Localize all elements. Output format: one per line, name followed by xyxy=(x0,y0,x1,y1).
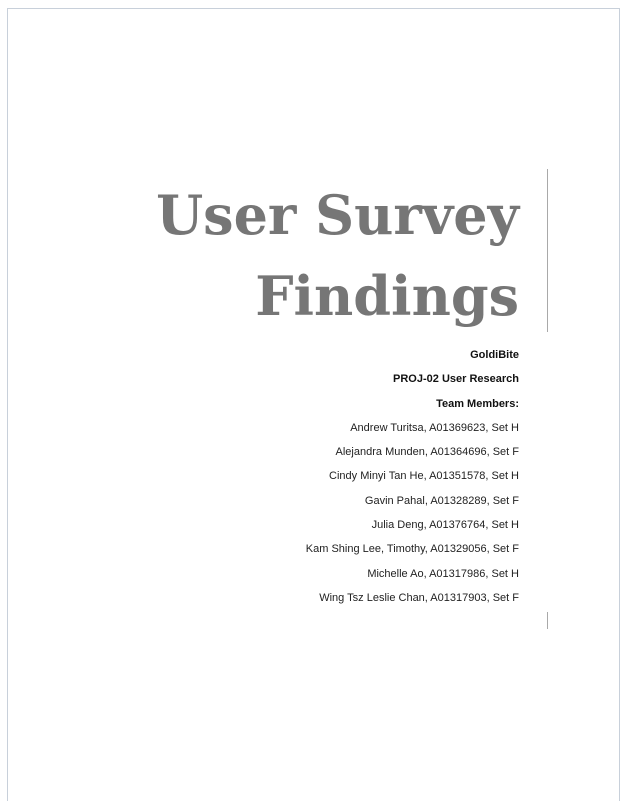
info-vertical-rule xyxy=(547,612,548,629)
team-member: Wing Tsz Leslie Chan, A01317903, Set F xyxy=(319,591,519,604)
team-member: Alejandra Munden, A01364696, Set F xyxy=(335,446,519,459)
company-name: GoldiBite xyxy=(470,349,519,361)
title-line-2: Findings xyxy=(255,264,519,328)
page-title xyxy=(156,175,519,337)
document-page[interactable] xyxy=(7,8,620,801)
team-member: Andrew Turitsa, A01369623, Set H xyxy=(350,421,519,434)
project-name: PROJ-02 User Research xyxy=(393,373,519,386)
title-vertical-rule xyxy=(547,169,548,332)
team-member: Gavin Pahal, A01328289, Set F xyxy=(364,494,519,507)
team-heading: Team Members: xyxy=(436,397,519,410)
cover-info-block xyxy=(306,345,519,612)
team-member: Cindy Minyi Tan He, A01351578, Set H xyxy=(329,470,519,483)
team-member: Julia Deng, A01376764, Set H xyxy=(371,519,519,532)
team-member: Michelle Ao, A01317986, Set H xyxy=(367,567,519,580)
team-member: Kam Shing Lee, Timothy, A01329056, Set F xyxy=(305,543,519,556)
title-line-1: User Survey xyxy=(156,183,519,247)
